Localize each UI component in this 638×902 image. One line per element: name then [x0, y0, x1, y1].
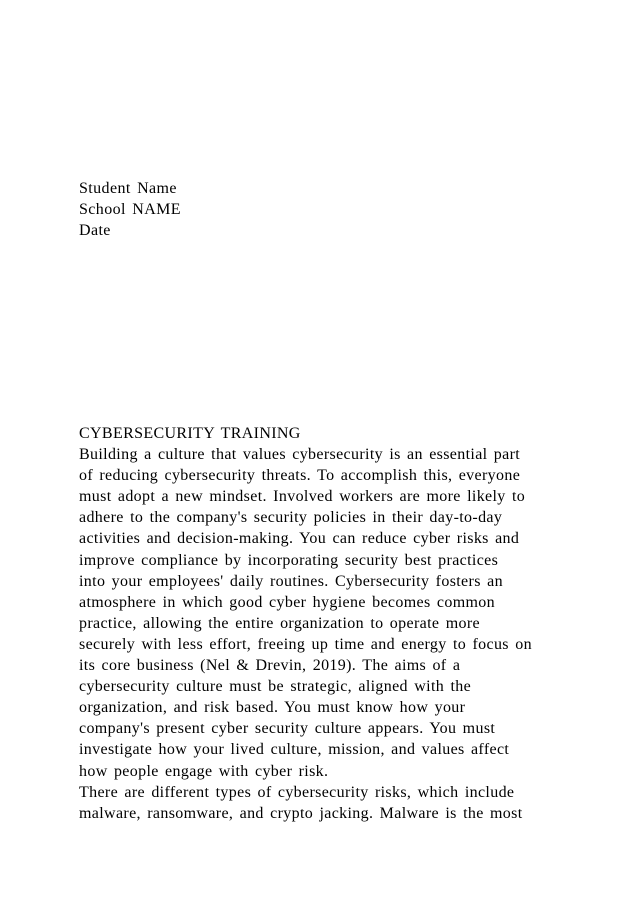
text-line: atmosphere in which good cyber hygiene becomes common	[79, 593, 495, 611]
cover-header	[79, 178, 181, 241]
text-line: into your employees' daily routines. Cybersecurity fosters an	[79, 572, 503, 590]
text-line: must adopt a new mindset. Involved workers are more likely to	[79, 488, 526, 506]
text-line: Building a culture that values cybersecurity is an essential part	[79, 446, 521, 464]
text-line: of reducing cybersecurity threats. To accomplish this, everyone	[79, 467, 521, 485]
text-line: improve compliance by incorporating security best practices	[79, 551, 499, 569]
document-body	[79, 423, 579, 824]
text-line: securely with less effort, freeing up time and energy to focus on	[79, 635, 532, 653]
text-line: activities and decision-making. You can reduce cyber risks and	[79, 530, 520, 548]
text-line: how people engage with cyber risk.	[79, 762, 329, 780]
student-name-line: Student Name	[79, 180, 177, 197]
text-line: cybersecurity culture must be strategic, aligned with the	[79, 678, 472, 696]
date-line: Date	[79, 222, 111, 239]
text-line: organization, and risk based. You must know how your	[79, 699, 466, 717]
text-line: practice, allowing the entire organization to operate more	[79, 614, 480, 632]
school-name-line: School NAME	[79, 201, 181, 218]
text-line: malware, ransomware, and crypto jacking. Malware is the most	[79, 804, 523, 822]
text-line: its core business (Nel & Drevin, 2019). The aims of a	[79, 657, 461, 675]
document-title: CYBERSECURITY TRAINING	[79, 425, 301, 442]
text-line: company's present cyber security culture appears. You must	[79, 720, 496, 738]
text-line: adhere to the company's security policies in their day-to-day	[79, 509, 503, 527]
text-line: There are different types of cybersecurity risks, which include	[79, 783, 515, 801]
text-line: investigate how your lived culture, mission, and values affect	[79, 741, 510, 759]
